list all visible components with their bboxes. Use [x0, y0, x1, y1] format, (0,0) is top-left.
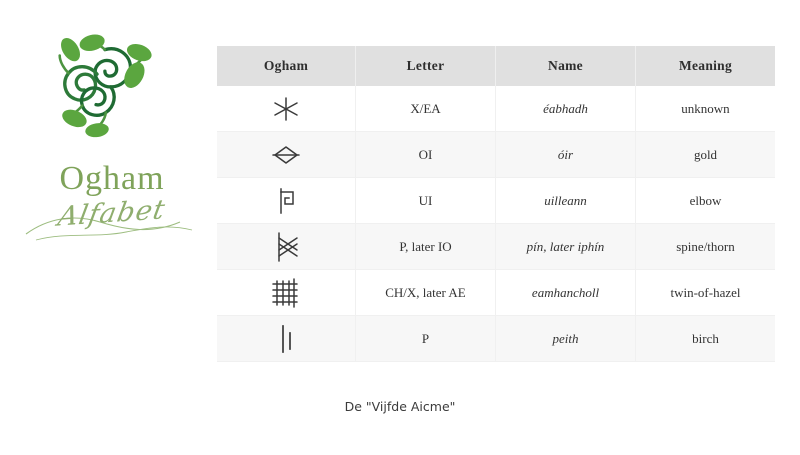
ogham-pin-glyph [217, 224, 356, 270]
brand-script-wrap [28, 194, 196, 244]
name-value: óir [496, 132, 636, 178]
name-value: éabhadh [496, 86, 636, 132]
letter-value: CH/X, later AE [356, 270, 496, 316]
brand-title: Ogham [59, 160, 165, 197]
column-header-name: Name [496, 46, 636, 86]
name-value: peith [496, 316, 636, 362]
meaning-value: gold [636, 132, 776, 178]
column-header-letter: Letter [356, 46, 496, 86]
letter-value: X/EA [356, 86, 496, 132]
column-header-meaning: Meaning [636, 46, 776, 86]
ogham-peith-glyph [217, 316, 356, 362]
table-row [217, 178, 775, 224]
table-body [217, 86, 775, 362]
brand-wordmark [28, 162, 196, 244]
ogham-oir-glyph [217, 132, 356, 178]
table-row [217, 86, 775, 132]
ogham-eabhadh-glyph [217, 86, 356, 132]
ogham-eamhancholl-glyph [217, 270, 356, 316]
letter-value: P, later IO [356, 224, 496, 270]
table-row [217, 132, 775, 178]
table-row [217, 270, 775, 316]
brand-block [28, 28, 200, 244]
meaning-value: unknown [636, 86, 776, 132]
table-header-row [217, 46, 775, 86]
meaning-value: birch [636, 316, 776, 362]
ogham-table-container [217, 46, 740, 362]
brand-script-word: Alfabet [55, 194, 169, 233]
ogham-uilleann-glyph [217, 178, 356, 224]
name-value: uilleann [496, 178, 636, 224]
ogham-table [217, 46, 775, 362]
table-header [217, 46, 775, 86]
letter-value: UI [356, 178, 496, 224]
celtic-triskelion-spiral-leaves-icon [40, 28, 158, 140]
name-value: pín, later iphín [496, 224, 636, 270]
table-row [217, 316, 775, 362]
meaning-value: twin-of-hazel [636, 270, 776, 316]
meaning-value: elbow [636, 178, 776, 224]
table-row [217, 224, 775, 270]
letter-value: OI [356, 132, 496, 178]
name-value: eamhancholl [496, 270, 636, 316]
figure-caption: De "Vijfde Aicme" [344, 399, 456, 414]
letter-value: P [356, 316, 496, 362]
meaning-value: spine/thorn [636, 224, 776, 270]
column-header-ogham: Ogham [217, 46, 356, 86]
